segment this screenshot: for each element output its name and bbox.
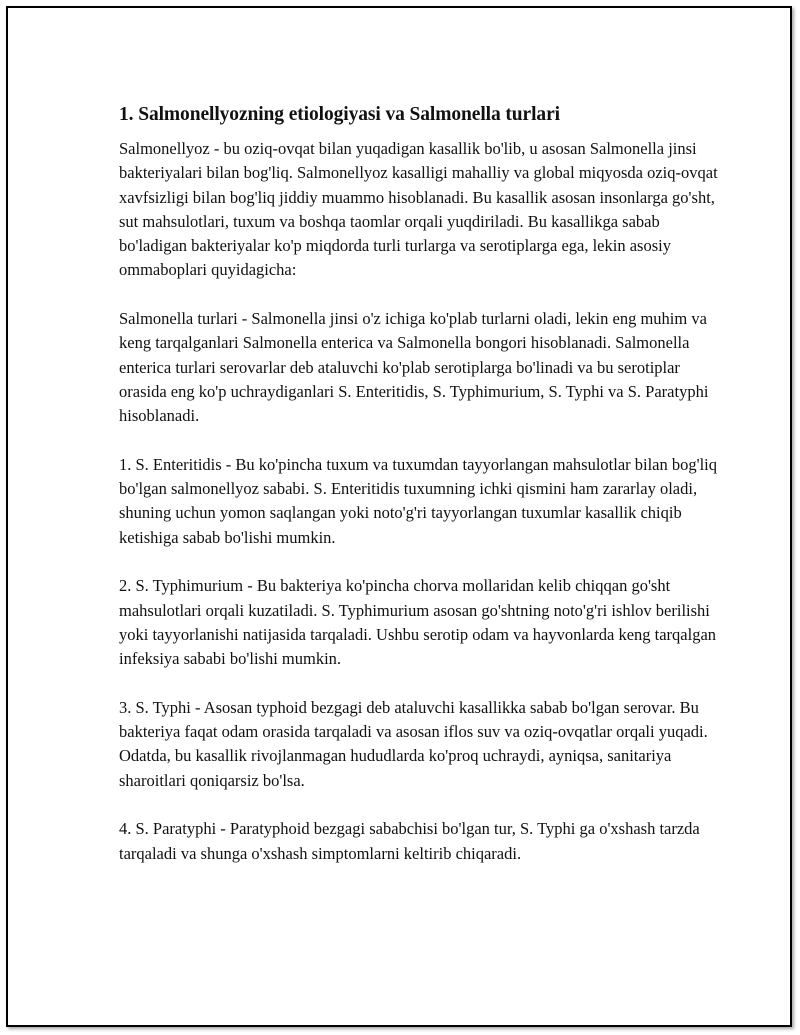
paragraph-intro: Salmonellyoz - bu oziq-ovqat bilan yuqadigan kasallik bo'lib, u asosan Salmonella jinsi bakteriyalari bilan bog'liq. Salmonellyoz kasalligi mahalliy va global miqyosda oziq-ovqat xavfsizligi bilan bog'liq jiddiy muammo hisoblanadi. Bu kasallik asosan insonlarga go'sht, sut mahsulotlari, tuxum va boshqa taomlar orqali yuqdiriladi. Bu kasallikga sabab bo'ladigan bakteriyalar ko'p miqdorda turli turlarga va serotiplarga ega, lekin asosiy ommaboplari quyidagicha: [119,139,718,280]
page-frame [6,6,792,1027]
paragraph-typhi: 3. S. Typhi - Asosan typhoid bezgagi deb ataluvchi kasallikka sabab bo'lgan serovar. Bu bakteriya faqat odam orasida tarqaladi va asosan iflos suv va oziq-ovqatlar orqali yuqadi. Odatda, bu kasallik rivojlanmagan hududlarda ko'proq uchraydi, ayniqsa, sanitariya sharoitlari qoniqarsiz bo'lsa. [119,697,708,790]
paragraph-paratyphi: 4. S. Paratyphi - Paratyphoid bezgagi sababchisi bo'lgan tur, S. Typhi ga o'xshash tarzda tarqaladi va shunga o'xshash simptomlarni keltirib chiqaradi. [119,819,700,863]
paragraph-enteritidis: 1. S. Enteritidis - Bu ko'pincha tuxum va tuxumdan tayyorlangan mahsulotlar bilan bog'liq bo'lgan salmonellyoz sababi. S. Enteritidis tuxumning ichki qismini ham zararlay oladi, shuning uchun yomon saqlangan yoki noto'g'ri tayyorlangan tuxumlar kasallik chiqib ketishiga sabab bo'lishi mumkin. [119,454,718,547]
document-body [119,103,719,866]
paragraph-salmonella-types: Salmonella turlari - Salmonella jinsi o'z ichiga ko'plab turlarni oladi, lekin eng muhim va keng tarqalganlari Salmonella enterica va Salmonella bongori hisoblanadi. Salmonella enterica turlari serovarlar deb ataluvchi ko'plab serotiplarga bo'linadi va bu serotiplar orasida eng ko'p uchraydiganlari S. Enteritidis, S. Typhimurium, S. Typhi va S. Paratyphi hisoblanadi. [119,309,709,426]
paragraph-typhimurium: 2. S. Typhimurium - Bu bakteriya ko'pincha chorva mollaridan kelib chiqqan go'sht mahsulotlari orqali kuzatiladi. S. Typhimurium asosan go'shtning noto'g'ri ishlov berilishi yoki tayyorlanishi natijasida tarqaladi. Ushbu serotip odam va hayvonlarda keng tarqalgan infeksiya sababi bo'lishi mumkin. [119,576,717,669]
section-title: 1. Salmonellyozning etiologiyasi va Salmonella turlari [119,104,560,125]
